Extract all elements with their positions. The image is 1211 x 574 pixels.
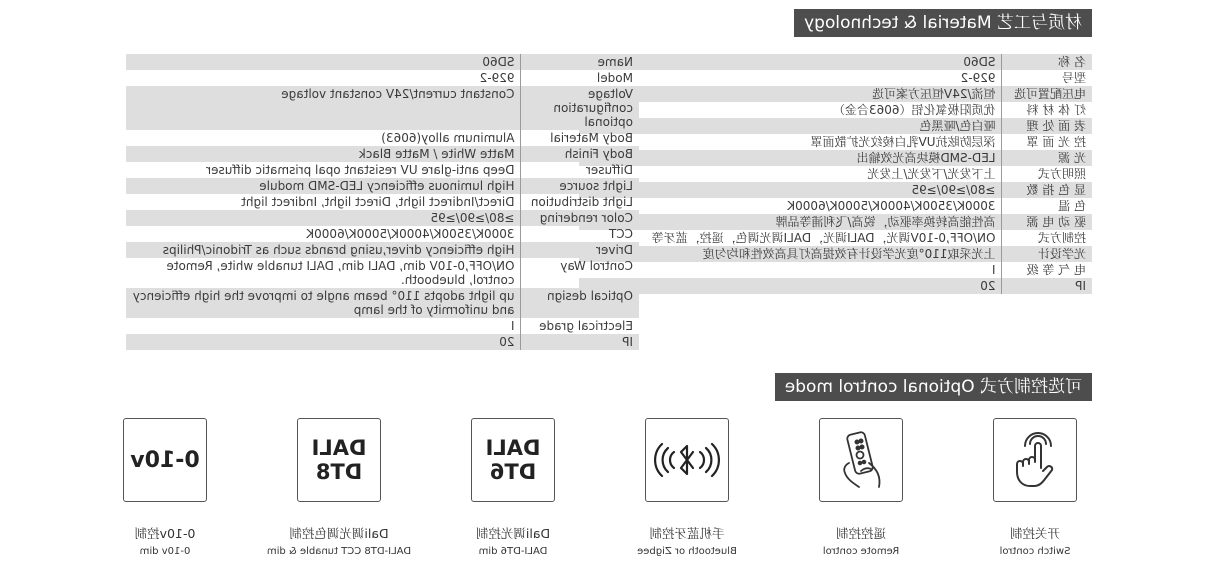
spec-en-row bbox=[126, 162, 640, 178]
spec-en-label: Model bbox=[521, 70, 639, 86]
spec-en-label: Color rendering bbox=[521, 210, 639, 226]
spec-cn-label: 光 源 bbox=[1002, 150, 1092, 166]
spec-en-row bbox=[126, 178, 640, 194]
spec-en-row bbox=[126, 194, 640, 210]
spec-en-label: CCT bbox=[521, 226, 639, 242]
spec-cn-value: 3000K/3500K/4000K/5000K/6000K bbox=[579, 198, 1003, 214]
bluetooth-icon bbox=[645, 418, 729, 502]
spec-cn-row bbox=[579, 54, 1093, 70]
spec-cn-value: 上下发光/下发光/上发光 bbox=[579, 166, 1003, 182]
spec-en-label: Body Material bbox=[521, 130, 639, 146]
spec-en-label: Driver bbox=[521, 242, 639, 258]
spec-en-row bbox=[126, 334, 640, 350]
spec-cn-label: 色 温 bbox=[1002, 198, 1092, 214]
spec-en-value: ON/OFF,0-10V dim, DALI dim, DALI tunable white, Remote control, bluebooth. bbox=[126, 258, 522, 288]
spec-cn-row bbox=[579, 102, 1093, 118]
spec-cn-value: ON/OFF,0-10V调光，DALI调光，DALI调光调色，遥控，蓝牙等 bbox=[579, 230, 1003, 246]
control-mode-list bbox=[0, 418, 1211, 568]
control-item-bluetooth: 手机蓝牙控制 Bluetooth or Zigbee bbox=[597, 418, 777, 557]
spec-cn-value: SD60 bbox=[579, 54, 1003, 70]
spec-cn-row bbox=[579, 118, 1093, 134]
spec-en-value: High efficiency driver,using brands such as Tridonic/Philips bbox=[126, 242, 522, 258]
spec-en-row bbox=[126, 242, 640, 258]
spec-en-value: 929-2 bbox=[126, 70, 522, 86]
spec-cn-value: LED-SMD模块高光效输出 bbox=[579, 150, 1003, 166]
spec-cn-row bbox=[579, 86, 1093, 102]
spec-en-label: Voltage configuration optional bbox=[521, 86, 639, 130]
spec-en-label: Light source bbox=[521, 178, 639, 194]
spec-en-label: Electrical grade bbox=[521, 318, 639, 334]
section-title-material: 材质与工艺 Material & technology bbox=[794, 9, 1092, 37]
spec-en-label: Name bbox=[521, 54, 639, 70]
spec-en-row bbox=[126, 210, 640, 226]
spec-cn-label: 显 色 指 数 bbox=[1002, 182, 1092, 198]
spec-cn-value: 高性能高转换率驱动，锐高/飞利浦等品牌 bbox=[579, 214, 1003, 230]
spec-en-row bbox=[126, 70, 640, 86]
spec-cn-row bbox=[579, 182, 1093, 198]
spec-en-label: Diffuser bbox=[521, 162, 639, 178]
spec-en-value: ≥80/≥90/≥95 bbox=[126, 210, 522, 226]
spec-en-row bbox=[126, 318, 640, 334]
spec-en-row bbox=[126, 54, 640, 70]
spec-cn-label: IP bbox=[1002, 278, 1092, 294]
section-title-control: 可选控制方式 Optional control mode bbox=[775, 373, 1092, 401]
dali-dt8-icon: DALI DT8 bbox=[297, 418, 381, 502]
remote-control-icon bbox=[819, 418, 903, 502]
spec-cn-label: 控制方式 bbox=[1002, 230, 1092, 246]
spec-cn-label: 表 面 处 理 bbox=[1002, 118, 1092, 134]
spec-cn-row bbox=[579, 70, 1093, 86]
spec-cn-row bbox=[579, 214, 1093, 230]
0-10v-icon: 0-10v bbox=[123, 418, 207, 502]
spec-cn-value: 深层防眩抗UV乳白棱纹光扩散面罩 bbox=[579, 134, 1003, 150]
spec-cn-row bbox=[579, 246, 1093, 262]
spec-cn-row bbox=[579, 230, 1093, 246]
spec-cn-label: 光学设计 bbox=[1002, 246, 1092, 262]
spec-en-row bbox=[126, 258, 640, 288]
spec-cn-value: 优质阳极氧化铝（6063合金） bbox=[579, 102, 1003, 118]
spec-en-row bbox=[126, 86, 640, 130]
spec-en-value: 3000K/3500K/4000K/5000K/6000K bbox=[126, 226, 522, 242]
hand-press-icon bbox=[993, 418, 1077, 502]
spec-cn-label: 名 称 bbox=[1002, 54, 1092, 70]
spec-en-row bbox=[126, 146, 640, 162]
spec-cn-label: 驱 动 电 源 bbox=[1002, 214, 1092, 230]
spec-en-value: High luminous efficiency LED-SMD module bbox=[126, 178, 522, 194]
control-item-switch: 开关控制 Switch control bbox=[945, 418, 1125, 557]
spec-cn-value: 哑白色/哑黑色 bbox=[579, 118, 1003, 134]
spec-cn-label: 电 气 等 级 bbox=[1002, 262, 1092, 278]
spec-en-value: Aluminum alloy(6063) bbox=[126, 130, 522, 146]
spec-cn-label: 电压配置可选 bbox=[1002, 86, 1092, 102]
spec-en-value: Deep anti-glare UV resistant opal prismatic diffuser bbox=[126, 162, 522, 178]
spec-cn-row bbox=[579, 150, 1093, 166]
spec-cn-value: 929-2 bbox=[579, 70, 1003, 86]
spec-cn-row bbox=[579, 134, 1093, 150]
spec-cn-value: 上光采取110°度光学设计有效提高灯具高效性和均匀度 bbox=[579, 246, 1003, 262]
spec-en-label: Light distribution bbox=[521, 194, 639, 210]
spec-en-row bbox=[126, 226, 640, 242]
spec-en-value: up light adopts 110° beam angle to improve the high efficiency and uniformity of the lamp bbox=[126, 288, 522, 318]
spec-en-row bbox=[126, 288, 640, 318]
spec-cn-row bbox=[579, 262, 1093, 278]
control-item-0-10v: 0-10v 0-10v控制 0-10v dim bbox=[75, 418, 255, 557]
spec-cn-row bbox=[579, 198, 1093, 214]
spec-cn-value: I bbox=[579, 262, 1003, 278]
spec-en-value: Matte White / Matte Black bbox=[126, 146, 522, 162]
spec-cn-row bbox=[579, 166, 1093, 182]
spec-en-label: Body Finish bbox=[521, 146, 639, 162]
spec-cn-label: 型号 bbox=[1002, 70, 1092, 86]
spec-cn-label: 灯 体 材 料 bbox=[1002, 102, 1092, 118]
spec-en-row bbox=[126, 130, 640, 146]
spec-table-cn bbox=[578, 54, 1092, 294]
spec-en-value: I bbox=[126, 318, 522, 334]
spec-cn-value: 恒流/24V恒压方案可选 bbox=[579, 86, 1003, 102]
spec-en-label: IP bbox=[521, 334, 639, 350]
control-item-remote: 遥控控制 Remote control bbox=[771, 418, 951, 557]
control-item-dali-dt6: DALI DT6 Dali调光控制 DALI-DT6 dim bbox=[423, 418, 603, 557]
spec-en-label: Optical design bbox=[521, 288, 639, 318]
spec-en-value: SD60 bbox=[126, 54, 522, 70]
spec-en-value: Constant current/24V constant voltage bbox=[126, 86, 522, 130]
spec-cn-value: 20 bbox=[579, 278, 1003, 294]
dali-dt6-icon: DALI DT6 bbox=[471, 418, 555, 502]
spec-table-en bbox=[125, 54, 639, 350]
spec-cn-label: 照明方式 bbox=[1002, 166, 1092, 182]
spec-cn-label: 控 光 面 罩 bbox=[1002, 134, 1092, 150]
control-item-dali-dt8: DALI DT8 Dali调光调色控制 DALI-DT8 CCT tunable & dim bbox=[249, 418, 429, 557]
spec-en-label: Control Way bbox=[521, 258, 639, 288]
spec-cn-value: ≥80/≥90/≥95 bbox=[579, 182, 1003, 198]
spec-en-value: Direct/Indirect light, Direct light, Indirect light bbox=[126, 194, 522, 210]
spec-cn-row bbox=[579, 278, 1093, 294]
spec-en-value: 20 bbox=[126, 334, 522, 350]
